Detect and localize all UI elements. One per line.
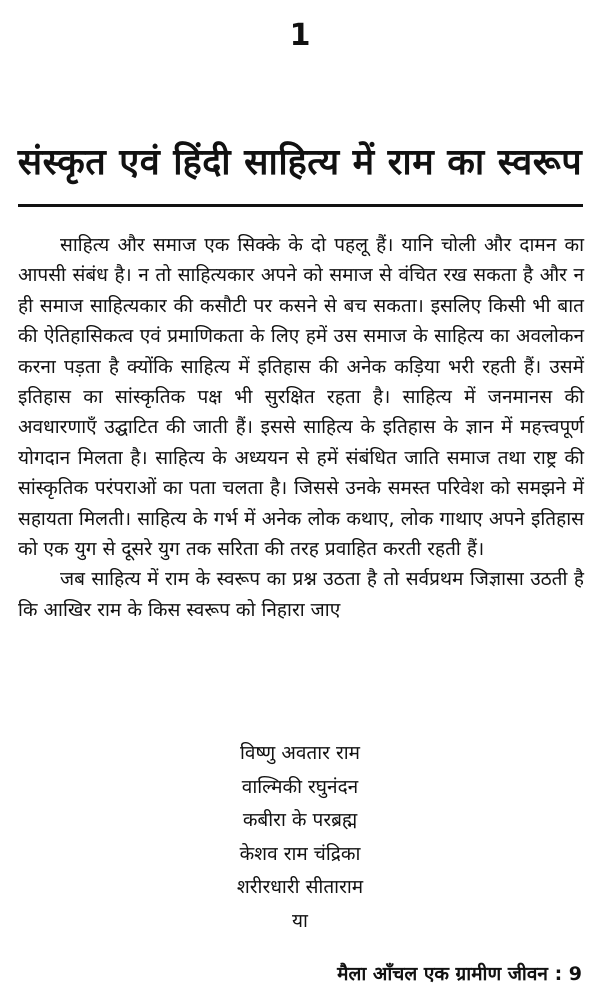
- chapter-number: 1: [289, 18, 311, 53]
- chapter-title: संस्कृत एवं हिंदी साहित्य में राम का स्वरूप: [17, 142, 583, 183]
- body-text: [18, 230, 584, 625]
- verse-line: विष्णु अवतार राम: [239, 742, 361, 764]
- verse-line: या: [292, 909, 308, 932]
- running-footer: मैला आँचल एक ग्रामीण जीवन : 9: [337, 963, 582, 985]
- verse-line: वाल्मिकी रघुनंदन: [241, 775, 359, 798]
- verse-line: केशव राम चंद्रिका: [239, 842, 361, 865]
- title-underline: [18, 204, 583, 207]
- paragraph-2: जब साहित्य में राम के स्वरूप का प्रश्न उठता है तो सर्वप्रथम जिज्ञासा उठती है कि आखिर राम के किस स्वरूप को निहारा जाए: [18, 568, 584, 621]
- paragraph-1: साहित्य और समाज एक सिक्के के दो पहलू हैं। यानि चोली और दामन का आपसी संबंध है। न तो साहित्यकार अपने को समाज से वंचित रख सकता है और न ही समाज साहित्यकार की कसौटी पर कसने से बच सकता। इसलिए किसी भी बात की ऐतिहासिकत्व एवं प्रमाणिकता के लिए हमें उस समाज के साहित्य का अवलोकन करना पड़ता है क्योंकि साहित्य में इतिहास की अनेक कड़िया भरी रहती हैं। उसमें इतिहास का सांस्कृतिक पक्ष भी सुरक्षित रहता है। साहित्य में जनमानस की अवधारणाएँ उद्घाटित की जाती हैं। इससे साहित्य के इतिहास के ज्ञान में महत्त्वपूर्ण योगदान मिलता है। साहित्य के अध्ययन से हमें संबंधित जाति समाज तथा राष्ट्र की सांस्कृतिक परंपराओं का पता चलता है। जिससे उनके समस्त परिवेश को समझने में सहायता मिलती। साहित्य के गर्भ में अनेक लोक कथाए, लोक गाथाए अपने इतिहास को एक युग से दूसरे युग तक सरिता की तरह प्रवाहित करती रहती हैं।: [18, 234, 584, 561]
- verse-line: शरीरधारी सीताराम: [236, 876, 364, 898]
- verse-block: [0, 737, 600, 938]
- verse-line: कबीरा के परब्रह्म: [242, 809, 358, 831]
